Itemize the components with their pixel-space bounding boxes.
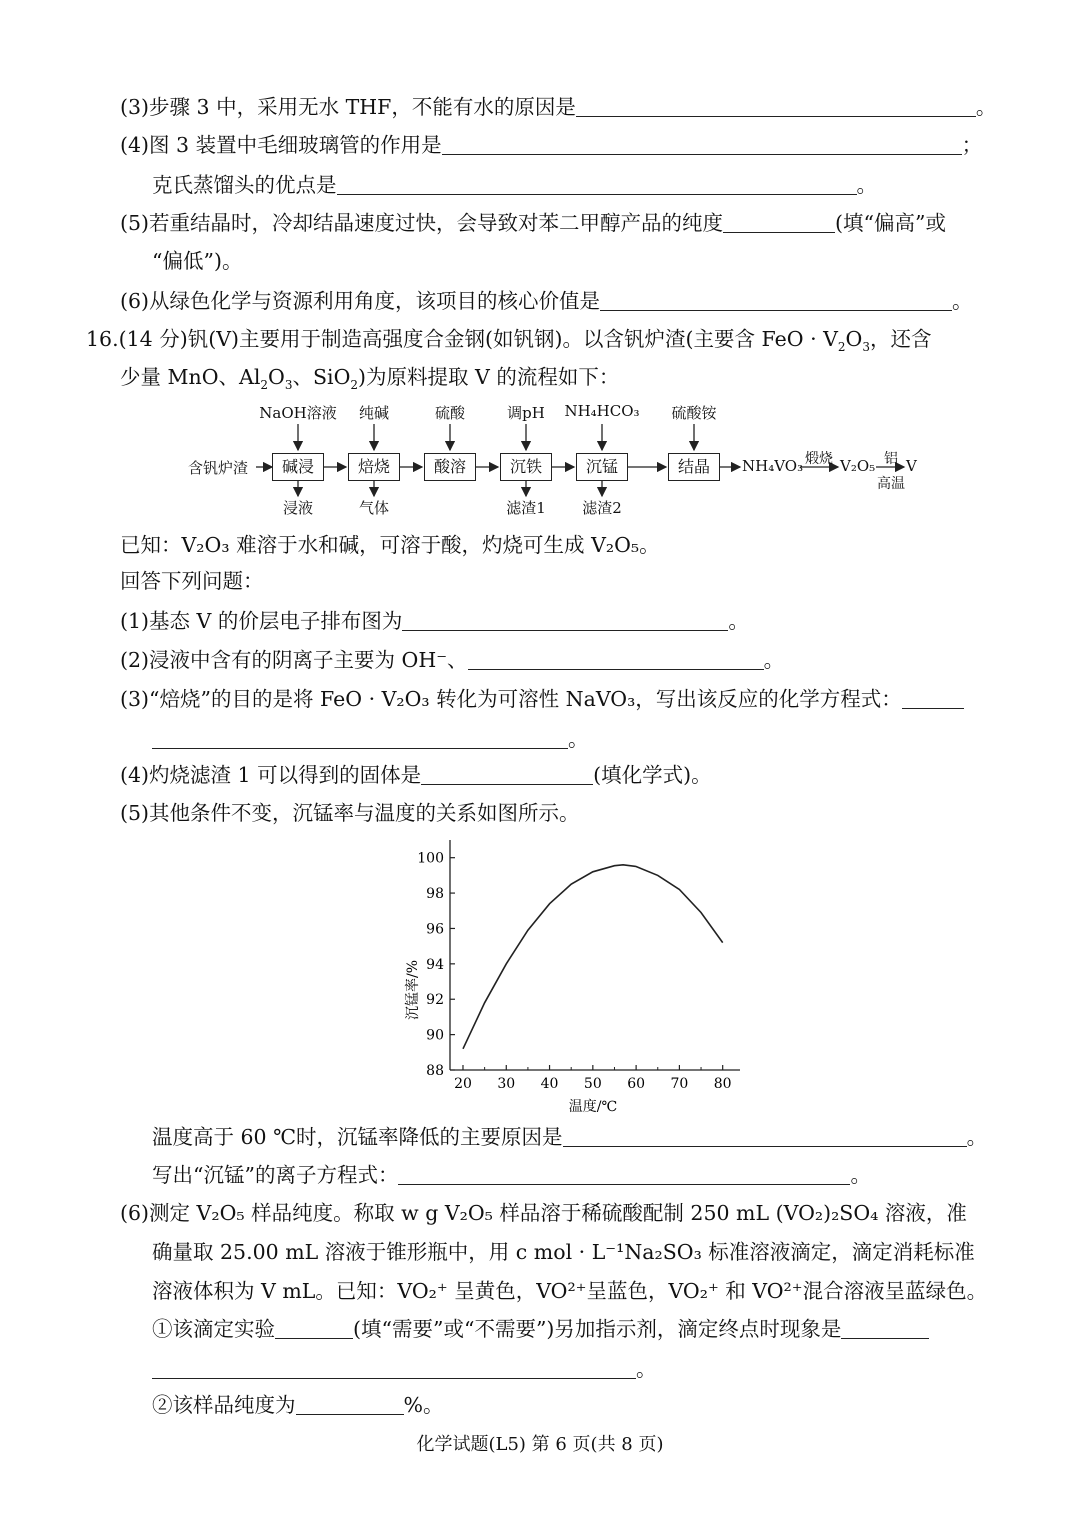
chart-ytick-label: 92 — [426, 992, 444, 1009]
q5b-line: “偏低”)。 — [152, 249, 243, 273]
flow-output-1: 浸液 — [282, 499, 313, 517]
s6f-line: ②该样品纯度为 %。 — [152, 1393, 444, 1417]
s6a-line: (6)测定 V₂O₅ 样品纯度。称取 w g V₂O₅ 样品溶于稀硫酸配制 250 mL (VO₂)₂SO₄ 溶液，准 — [120, 1201, 967, 1225]
answer-heading: 回答下列问题： — [120, 569, 264, 593]
q6-line: (6)从绿色化学与资源利用角度，该项目的核心价值是 。 — [120, 289, 973, 313]
chart-ytick-label: 96 — [426, 921, 444, 938]
flow-input-1: NaOH溶液 — [259, 404, 337, 422]
chart-xtick-label: 30 — [497, 1076, 516, 1092]
flow-start: 含钒炉渣 — [188, 459, 249, 477]
s3-line: (3)“焙烧”的目的是将 FeO · V₂O₃ 转化为可溶性 NaVO₃，写出该反应的化学方程式： — [120, 684, 964, 714]
flow-product-2: V₂O₅ — [840, 457, 876, 475]
q5a-line: (5)若重结晶时，冷却结晶速度过快，会导致对苯二甲醇产品的纯度 (填“偏高”或 — [120, 211, 947, 235]
known-line: 已知：V₂O₃ 难溶于水和碱，可溶于酸，灼烧可生成 V₂O₅。 — [120, 533, 660, 557]
flow-output-5: 滤渣2 — [582, 499, 622, 517]
s6d-line: ①该滴定实验 (填“需要”或“不需要”)另加指示剂，滴定终点时现象是 — [152, 1314, 929, 1344]
answer-blank[interactable] — [275, 1316, 353, 1339]
chart-ytick-label: 90 — [426, 1027, 444, 1044]
s6c-line: 溶液体积为 V mL。已知：VO₂⁺ 呈黄色，VO²⁺呈蓝色，VO₂⁺ 和 VO²⁺混合溶液呈蓝绿色。 — [152, 1279, 988, 1303]
flow-input-2: 纯碱 — [358, 404, 389, 422]
flow-input-5: NH₄HCO₃ — [564, 402, 640, 420]
chart-series-line — [463, 865, 723, 1049]
answer-blank[interactable] — [468, 647, 764, 670]
chart-xtick-label: 50 — [583, 1076, 602, 1092]
q16-line1: 16.(14 分)钒(V)主要用于制造高强度合金钢(如钒钢)。以含钒炉渣(主要含 FeO · $V_2O_3$，还含 — [86, 327, 932, 355]
q3-line: (3)步骤 3 中，采用无水 THF，不能有水的原因是 。 — [120, 95, 997, 119]
chart-xtick-label: 60 — [627, 1076, 646, 1092]
chart-ytick-label: 94 — [426, 956, 444, 973]
answer-blank[interactable] — [152, 726, 568, 749]
s5b-line: 温度高于 60 ℃时，沉锰率降低的主要原因是 。 — [152, 1125, 988, 1149]
flow-step-3: 酸溶 — [424, 453, 476, 481]
s1-line: (1)基态 V 的价层电子排布图为 。 — [120, 609, 749, 633]
answer-blank[interactable] — [421, 762, 593, 785]
q4a-line: (4)图 3 装置中毛细玻璃管的作用是 ； — [120, 133, 983, 157]
flow-output-2: 气体 — [358, 499, 389, 517]
answer-blank[interactable] — [841, 1316, 929, 1339]
flow-step-4: 沉铁 — [500, 453, 552, 481]
chart-ytick-label: 100 — [417, 850, 444, 867]
chart-ytick-label: 98 — [426, 886, 444, 903]
flow-input-3: 硫酸 — [434, 404, 465, 422]
chart-ylabel: 沉锰率/% — [405, 959, 421, 1021]
flow-step-5: 沉锰 — [576, 453, 628, 481]
q16-line2: 少量 MnO、$Al_2O_3$、SiO$_2$)为原料提取 V 的流程如下： — [120, 365, 620, 393]
flow-step-2: 焙烧 — [348, 453, 400, 481]
flow-step-6: 结晶 — [668, 453, 720, 481]
chart-xtick-label: 70 — [670, 1076, 689, 1092]
flow-step-1: 碱浸 — [272, 453, 324, 481]
chart-ytick-label: 88 — [426, 1063, 444, 1079]
chart-xtick-label: 40 — [540, 1076, 559, 1092]
answer-blank[interactable] — [398, 1162, 850, 1185]
page-footer: 化学试题(L5) 第 6 页(共 8 页) — [416, 1434, 664, 1455]
flow-arrow2-top: 铝 — [884, 451, 898, 467]
flow-input-4: 调pH — [507, 404, 545, 422]
answer-blank[interactable] — [563, 1124, 967, 1147]
answer-blank[interactable] — [902, 686, 964, 709]
line-chart — [395, 830, 755, 1120]
chart-xlabel: 温度/℃ — [568, 1099, 618, 1115]
chart-xtick-label: 80 — [713, 1076, 732, 1092]
s3-line2: 。 — [152, 724, 589, 754]
answer-blank[interactable] — [296, 1392, 404, 1415]
chart-xtick-label: 20 — [454, 1076, 472, 1092]
flow-arrow1-label: 煅烧 — [805, 451, 833, 467]
s4-line: (4)灼烧滤渣 1 可以得到的固体是 (填化学式)。 — [120, 763, 712, 787]
answer-blank[interactable] — [152, 1356, 636, 1379]
flow-product-1: NH₄VO₃ — [742, 457, 804, 475]
flow-arrow2-bottom: 高温 — [877, 476, 905, 492]
q4b-line: 克氏蒸馏头的优点是 。 — [152, 173, 877, 197]
s5-line: (5)其他条件不变，沉锰率与温度的关系如图所示。 — [120, 801, 580, 825]
flow-input-6: 硫酸铵 — [671, 404, 717, 422]
s2-line: (2)浸液中含有的阴离子主要为 OH⁻、 。 — [120, 648, 785, 672]
s6b-line: 确量取 25.00 mL 溶液于锥形瓶中，用 c mol · L⁻¹Na₂SO₃ 标准溶液滴定，滴定消耗标准 — [152, 1240, 975, 1264]
answer-blank[interactable] — [402, 608, 728, 631]
flow-final: V — [906, 457, 917, 475]
s6e-line: 。 — [152, 1354, 657, 1384]
flow-output-4: 滤渣1 — [506, 499, 546, 517]
s5c-line: 写出“沉锰”的离子方程式： 。 — [152, 1163, 871, 1187]
flow-diagram — [0, 0, 1080, 530]
